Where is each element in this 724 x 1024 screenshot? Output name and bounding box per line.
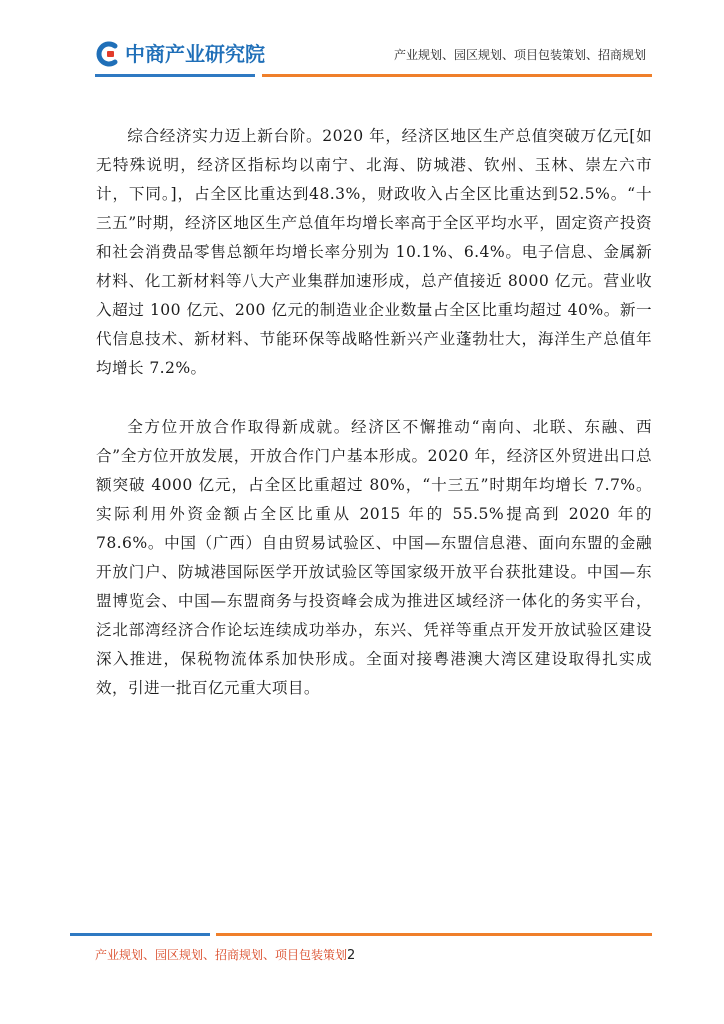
- footer-divider-orange: [216, 933, 652, 936]
- body-paragraph: 全方位开放合作取得新成就。经济区不懈推动“南向、北联、东融、西合”全方位开放发展，开放合作门户基本形成。2020 年，经济区外贸进出口总额突破 4000 亿元，占全区比重超过 80%，“十三五”时期年均增长 7.7%。实际利用外资金额占全区比重从 2015 年的 55.5%提高到 2020 年的 78.6%。中国（广西）自由贸易试验区、中国—东盟信息港、面向东盟的金融开放门户、防城港国际医学开放试验区等国家级开放平台获批建设。中国—东盟博览会、中国—东盟商务与投资峰会成为推进区域经济一体化的务实平台，泛北部湾经济合作论坛连续成功举办，东兴、凭祥等重点开发开放试验区建设深入推进，保税物流体系加快形成。全面对接粤港澳大湾区建设取得扎实成效，引进一批百亿元重大项目。: [96, 418, 652, 697]
- c-shape-logo-icon: [95, 41, 121, 67]
- header-tagline: 产业规划、园区规划、项目包装策划、招商规划: [393, 48, 646, 62]
- footer-divider-blue: [70, 933, 210, 936]
- footer-tagline: 产业规划、园区规划、招商规划、项目包装策划: [95, 948, 348, 962]
- header-divider-blue: [95, 74, 255, 77]
- page-footer: [95, 946, 355, 963]
- header-divider-orange: [262, 74, 652, 77]
- page-number: 2: [347, 948, 356, 963]
- page-header: [0, 0, 724, 82]
- brand-logo[interactable]: [95, 41, 265, 67]
- logo-text: 中商产业研究院: [125, 42, 265, 66]
- body-paragraph: 综合经济实力迈上新台阶。2020 年，经济区地区生产总值突破万亿元[如无特殊说明，经济区指标均以南宁、北海、防城港、钦州、玉林、崇左六市计，下同。]，占全区比重达到48.3%，财政收入占全区比重达到52.5%。“十三五”时期，经济区地区生产总值年均增长率高于全区平均水平，固定资产投资和社会消费品零售总额年均增长率分别为 10.1%、6.4%。电子信息、金属新材料、化工新材料等八大产业集群加速形成，总产值接近 8000 亿元。营业收入超过 100 亿元、200 亿元的制造业企业数量占全区比重均超过 40%。新一代信息技术、新材料、节能环保等战略性新兴产业蓬勃壮大，海洋生产总值年均增长 7.2%。: [96, 127, 652, 377]
- document-body: [96, 122, 652, 703]
